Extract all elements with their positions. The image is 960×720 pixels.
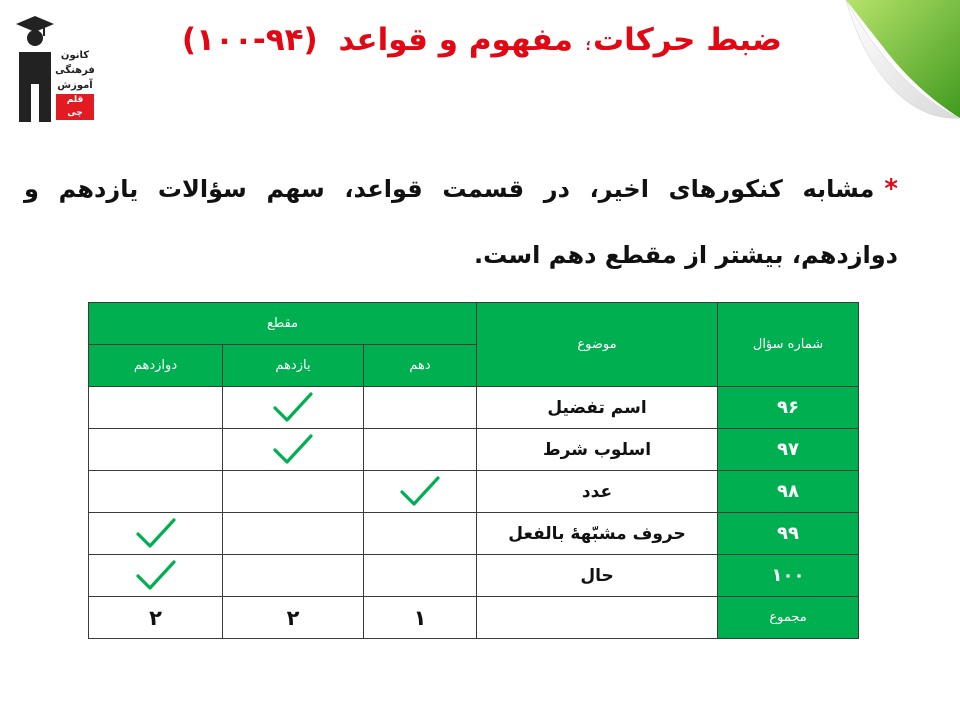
intro-paragraph [24, 156, 898, 288]
bullet-star-icon: * [884, 174, 898, 204]
title-separator: ؛ [585, 39, 591, 54]
title-question-range: (۹۴-۱۰۰) [181, 22, 318, 58]
question-number-cell: ۹۷ [718, 429, 859, 471]
total-topic-empty [477, 597, 718, 639]
question-number-cell: ۱۰۰ [718, 555, 859, 597]
header-question-number: شماره سؤال [718, 303, 859, 387]
slide-title [182, 22, 782, 58]
check-mark-icon [271, 432, 315, 468]
grade-cell [89, 555, 223, 597]
header-topic: موضوع [477, 303, 718, 387]
header-grade-group: مقطع [89, 303, 477, 345]
grade-cell [364, 513, 477, 555]
grade-cell [223, 471, 364, 513]
question-number-cell: ۹۸ [718, 471, 859, 513]
table-row [89, 429, 859, 471]
grade-cell [364, 471, 477, 513]
logo-text-line: کانون [60, 50, 90, 61]
header-grade-tenth: دهم [364, 345, 477, 387]
grade-cell [89, 429, 223, 471]
check-mark-icon [134, 558, 178, 594]
topic-cell: اسم تفضیل [477, 387, 718, 429]
topic-cell: عدد [477, 471, 718, 513]
topic-cell: حال [477, 555, 718, 597]
header-grade-twelfth: دوازدهم [89, 345, 223, 387]
check-mark-icon [398, 474, 442, 510]
logo-badge: قلم چی [56, 94, 94, 120]
check-mark-icon [271, 390, 315, 426]
grade-cell [223, 513, 364, 555]
grade-cell [89, 513, 223, 555]
grade-cell [364, 387, 477, 429]
title-rest: مفهوم و قواعد [338, 22, 573, 58]
question-grade-table [88, 302, 859, 639]
grade-cell [223, 429, 364, 471]
total-twelfth: ۲ [89, 597, 223, 639]
topic-cell: حروف مشبّهۀ بالفعل [477, 513, 718, 555]
question-number-cell: ۹۶ [718, 387, 859, 429]
question-number-cell: ۹۹ [718, 513, 859, 555]
check-mark-icon [134, 516, 178, 552]
grade-cell [364, 429, 477, 471]
title-main: ضبط حرکات [592, 22, 782, 58]
intro-text: مشابه کنکورهای اخیر، در قسمت قواعد، سهم سؤالات یازدهم و دوازدهم، بیشتر از مقطع دهم است. [24, 175, 898, 269]
header-grade-eleventh: یازدهم [223, 345, 364, 387]
grade-cell [89, 471, 223, 513]
grade-cell [364, 555, 477, 597]
topic-cell: اسلوب شرط [477, 429, 718, 471]
total-label: مجموع [718, 597, 859, 639]
total-tenth: ۱ [364, 597, 477, 639]
logo-text-line: فرهنگی [55, 65, 95, 76]
table-row [89, 387, 859, 429]
table-row [89, 513, 859, 555]
table-row [89, 471, 859, 513]
grade-cell [223, 555, 364, 597]
grade-cell [223, 387, 364, 429]
table-row [89, 555, 859, 597]
page-curl-decoration [810, 0, 960, 140]
logo-text-line: آموزش [57, 80, 93, 91]
total-eleventh: ۲ [223, 597, 364, 639]
graduate-figure-icon [14, 14, 56, 122]
grade-cell [89, 387, 223, 429]
organization-logo [14, 14, 94, 126]
